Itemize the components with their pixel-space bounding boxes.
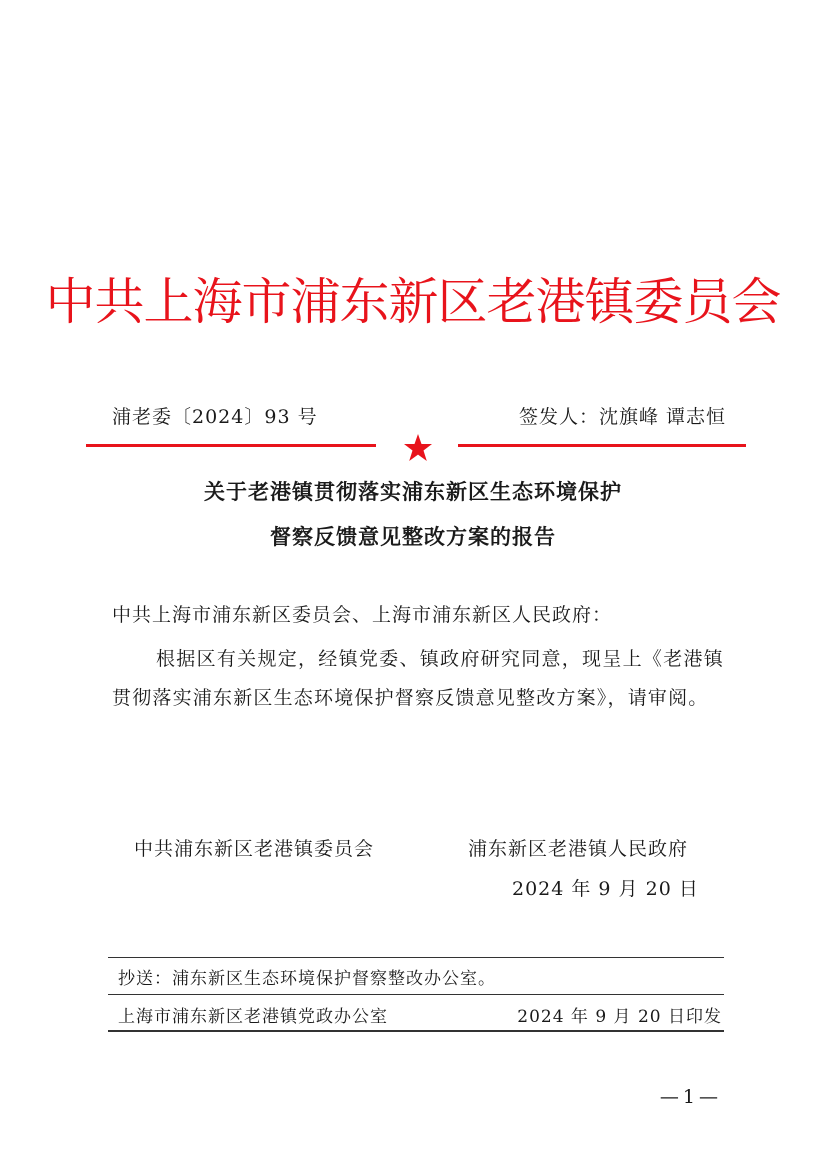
document-title-line2: 督察反馈意见整改方案的报告: [270, 524, 556, 549]
signature-date: 2024 年 9 月 20 日: [512, 878, 699, 900]
footer-rule-top: [108, 957, 724, 958]
footer-rule-bottom: [108, 1030, 724, 1032]
red-divider-right: [458, 444, 746, 447]
org-header: 中共上海市浦东新区老港镇委员会: [45, 273, 781, 331]
issuer-party-committee: 中共浦东新区老港镇委员会: [134, 838, 375, 860]
print-date: 2024 年 9 月 20 日印发: [517, 1007, 722, 1027]
issuing-office: 上海市浦东新区老港镇党政办公室: [118, 1007, 388, 1027]
red-divider-left: [86, 444, 376, 447]
recipient: 中共上海市浦东新区委员会、上海市浦东新区人民政府：: [112, 604, 613, 626]
document-title-line1: 关于老港镇贯彻落实浦东新区生态环境保护: [204, 479, 622, 504]
issuer-town-government: 浦东新区老港镇人民政府: [468, 838, 689, 860]
document-number: 浦老委〔2024〕93 号: [112, 406, 318, 428]
footer-rule-middle: [108, 994, 724, 995]
star-icon: [403, 433, 433, 463]
page-number: —1—: [659, 1086, 722, 1108]
body-paragraph: 根据区有关规定，经镇党委、镇政府研究同意，现呈上《老港镇贯彻落实浦东新区生态环境保护督察反馈意见整改方案》，请审阅。: [112, 648, 724, 709]
cc-line: 抄送：浦东新区生态环境保护督察整改办公室。: [118, 969, 496, 989]
signer: 签发人：沈旗峰 谭志恒: [518, 406, 726, 428]
